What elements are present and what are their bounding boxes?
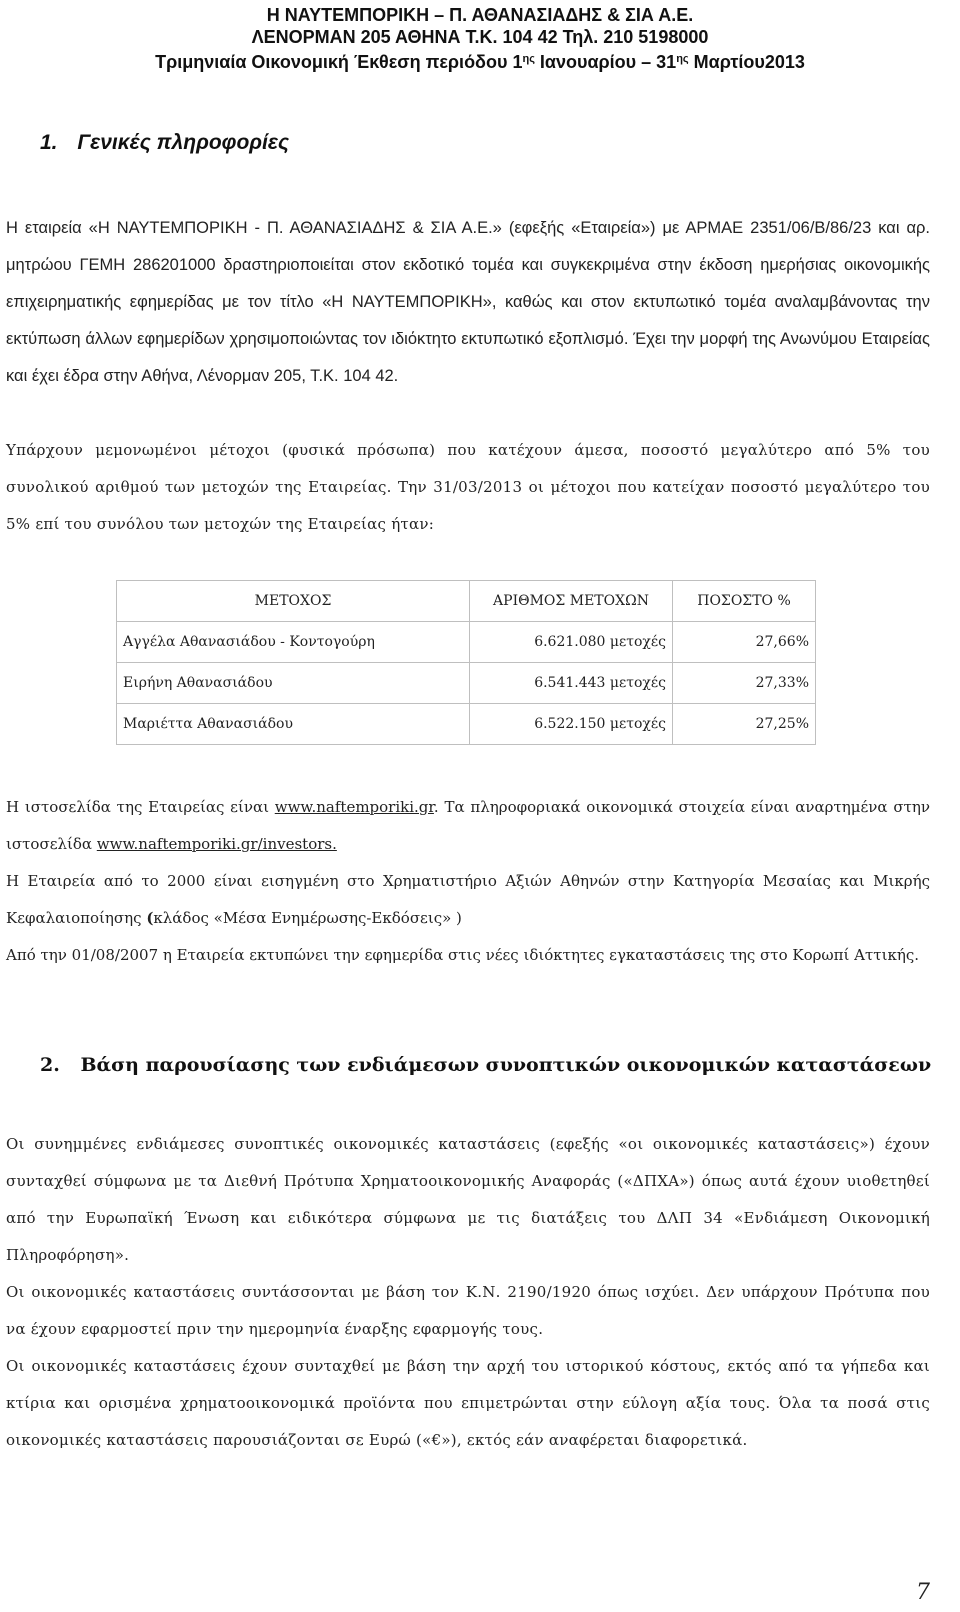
column-header-percentage: ΠΟΣΟΣΤΟ % xyxy=(673,581,816,622)
header-report-title: Τριμηνιαία Οικονομική Έκθεση περιόδου $1^{\eta\varsigma}$ Ιανουαρίου – $31^{\eta\varsigma}$ Μαρτίου2013 xyxy=(155,52,805,72)
shareholder-percentage: 27,66% xyxy=(673,622,816,663)
shareholder-percentage: 27,25% xyxy=(673,704,816,745)
section-2-paragraph-cost-basis: Οι οικονομικές καταστάσεις έχουν συνταχθεί με βάση την αρχή του ιστορικού κόστους, εκτός από τα γήπεδα και κτίρια και ορισμένα χρηματοοικονομικά προϊόντα που επιμετρώνται στην εύλογη αξία τους. Όλα τα ποσά στις οικονομικές καταστάσεις παρουσιάζονται σε Ευρώ («€»), εκτός εάν αναφέρεται διαφορετικά. xyxy=(6,1357,930,1449)
section-2-body xyxy=(6,1126,930,1459)
header-address: ΛΕΝΟΡΜΑΝ 205 ΑΘΗΝΑ Τ.Κ. 104 42 Τηλ. 210 5198000 xyxy=(251,27,709,47)
shareholder-shares: 6.522.150 μετοχές xyxy=(470,704,673,745)
section-2-heading xyxy=(40,1054,931,1076)
shareholder-percentage: 27,33% xyxy=(673,663,816,704)
shareholders-table xyxy=(116,580,816,745)
section-1-website-block xyxy=(6,789,930,974)
column-header-shares: ΑΡΙΘΜΟΣ ΜΕΤΟΧΩΝ xyxy=(470,581,673,622)
printing-paragraph: Από την 01/08/2007 η Εταιρεία εκτυπώνει την εφημερίδα στις νέες ιδιόκτητες εγκαταστάσεις της στο Κορωπί Αττικής. xyxy=(6,946,920,964)
column-header-shareholder: ΜΕΤΟΧΟΣ xyxy=(117,581,470,622)
section-2-paragraph-standards: Οι συνημμένες ενδιάμεσες συνοπτικές οικονομικές καταστάσεις (εφεξής «οι οικονομικές καταστάσεις») έχουν συνταχθεί σύμφωνα με τα Διεθνή Πρότυπα Χρηματοοικονομικής Αναφοράς («ΔΠΧΑ») όπως αυτά έχουν υιοθετηθεί από την Ευρωπαϊκή Ένωση και ειδικότερα σύμφωνα με τις διατάξεις του ΔΛΠ 34 «Ενδιάμεση Οικονομική Πληροφόρηση». xyxy=(6,1135,930,1264)
section-1-title: Γενικές πληροφορίες xyxy=(77,131,290,154)
section-1-heading xyxy=(40,131,289,155)
section-2-number: 2. xyxy=(40,1054,60,1076)
page-number: 7 xyxy=(916,1580,930,1605)
shareholder-name: Αγγέλα Αθανασιάδου - Κοντογούρη xyxy=(117,622,470,663)
table-header-row xyxy=(117,581,816,622)
table-row xyxy=(117,663,816,704)
investors-link[interactable]: www.naftemporiki.gr/investors. xyxy=(96,835,337,853)
section-1-paragraph-shareholders: Υπάρχουν μεμονωμένοι μέτοχοι (φυσικά πρόσωπα) που κατέχουν άμεσα, ποσοστό μεγαλύτερο από 5% του συνολικού αριθμού των μετοχών της Εταιρείας. Την 31/03/2013 οι μέτοχοι που κατείχαν ποσοστό μεγαλύτερο του 5% επί του συνόλου των μετοχών της Εταιρείας ήταν: xyxy=(6,441,930,533)
header-company-name: Η ΝΑΥΤΕΜΠΟΡΙΚΗ – Π. ΑΘΑΝΑΣΙΑΔΗΣ & ΣΙΑ Α.Ε. xyxy=(266,5,694,25)
shareholder-name: Μαριέττα Αθανασιάδου xyxy=(117,704,470,745)
section-2-paragraph-law: Οι οικονομικές καταστάσεις συντάσσονται με βάση τον Κ.Ν. 2190/1920 όπως ισχύει. Δεν υπάρχουν Πρότυπα που να έχουν εφαρμοστεί πριν την ημερομηνία έναρξης εφαρμογής τους. xyxy=(6,1283,930,1338)
table-row xyxy=(117,704,816,745)
section-1-number: 1. xyxy=(40,131,58,154)
website-link[interactable]: www.naftemporiki.gr xyxy=(274,798,434,816)
section-1-paragraph-company: Η εταιρεία «Η ΝΑΥΤΕΜΠΟΡΙΚΗ - Π. ΑΘΑΝΑΣΙΑΔΗΣ & ΣΙΑ Α.Ε.» (εφεξής «Εταιρεία») με ΑΡΜΑΕ 2351/06/Β/86/23 και αρ. μητρώου ΓΕΜΗ 286201000 δραστηριοποιείται στον εκδοτικό τομέα και συγκεκριμένα στην έκδοση ημερήσιας οικονομικής επιχειρηματικής εφημερίδας με τον τίτλο «Η ΝΑΥΤΕΜΠΟΡΙΚΗ», καθώς και στον εκτυπωτικό τομέα αναλαμβάνοντας την εκτύπωση άλλων εφημερίδων χρησιμοποιώντας τον ιδιόκτητο εκτυπωτικό εξοπλισμό. Έχει την μορφή της Ανωνύμου Εταιρείας και έχει έδρα στην Αθήνα, Λένορμαν 205, Τ.Κ. 104 42. xyxy=(6,219,930,385)
shareholder-name: Ειρήνη Αθανασιάδου xyxy=(117,663,470,704)
shareholder-shares: 6.621.080 μετοχές xyxy=(470,622,673,663)
website-paragraph: Η ιστοσελίδα της Εταιρείας είναι www.naftemporiki.gr. Τα πληροφοριακά οικονομικά στοιχεία είναι αναρτημένα στην ιστοσελίδα www.naftemporiki.gr/investors. xyxy=(6,798,930,853)
shareholder-shares: 6.541.443 μετοχές xyxy=(470,663,673,704)
table-row xyxy=(117,622,816,663)
listing-paragraph: Η Εταιρεία από το 2000 είναι εισηγμένη στο Χρηματιστήριο Αξιών Αθηνών στην Κατηγορία Μεσαίας και Μικρής Κεφαλαιοποίησης (κλάδος «Μέσα Ενημέρωσης-Εκδόσεις» ) xyxy=(6,872,930,927)
section-2-title: Βάση παρουσίασης των ενδιάμεσων συνοπτικών οικονομικών καταστάσεων xyxy=(80,1054,932,1076)
